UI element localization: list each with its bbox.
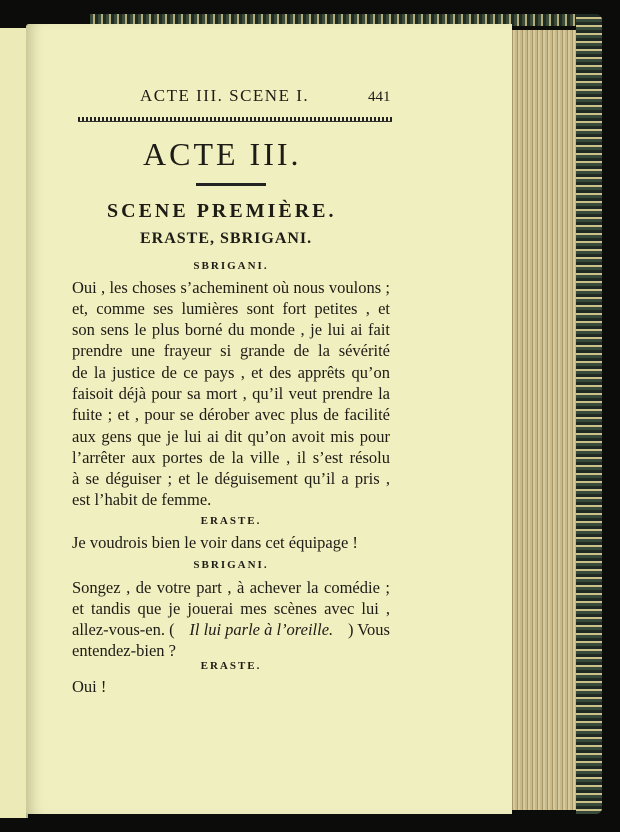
text-line: fuite ; et , pour se dérober avec plus de facilité bbox=[72, 405, 390, 424]
text-line bbox=[72, 620, 390, 640]
page-block-edges bbox=[510, 30, 576, 810]
speaker-label: ERASTE. bbox=[200, 660, 262, 672]
text-line: prendre une frayeur si grande de la sévérité bbox=[72, 341, 390, 360]
text-line: de la justice de ce pays , et des apprêts qu’on bbox=[72, 363, 390, 382]
speaker-label: SBRIGANI. bbox=[193, 559, 269, 571]
text-line: à se déguiser ; et le déguisement qu’il a pris , bbox=[72, 469, 390, 488]
characters: ERASTE, SBRIGANI. bbox=[140, 230, 313, 247]
scene-title: SCENE PREMIÈRE. bbox=[107, 200, 337, 222]
page-number: 441 bbox=[368, 89, 391, 105]
text-segment: allez-vous-en. ( bbox=[72, 620, 175, 639]
speaker-label: ERASTE. bbox=[200, 515, 262, 527]
text-line: et, comme ses lumières sont fort petites , et bbox=[72, 299, 390, 318]
text-line: Oui ! bbox=[72, 677, 107, 696]
text-line: entendez-bien ? bbox=[72, 641, 176, 660]
text-line: Je voudrois bien le voir dans cet équipage ! bbox=[72, 533, 358, 552]
speaker-label: SBRIGANI. bbox=[193, 260, 269, 272]
title-rule bbox=[196, 183, 266, 186]
running-title: ACTE III. SCENE I. bbox=[140, 86, 310, 105]
text-line: Songez , de votre part , à achever la comédie ; bbox=[72, 578, 390, 597]
text-line: son sens le plus borné du monde , je lui ai fait bbox=[72, 320, 390, 339]
text-line: aux gens que je lui ai dit qu’on avoit mis pour bbox=[72, 427, 390, 446]
text-line: et tandis que je jouerai mes scènes avec lui , bbox=[72, 599, 390, 618]
stage-direction: Il lui parle à l’oreille. bbox=[189, 620, 334, 639]
text-line: l’arrêter aux portes de la ville , il s’est résolu bbox=[72, 448, 390, 467]
text-segment: ) Vous bbox=[347, 620, 390, 639]
book-cover-spine-edge bbox=[576, 14, 602, 814]
text-line: est l’habit de femme. bbox=[72, 490, 212, 509]
act-title: ACTE III. bbox=[143, 136, 302, 172]
header-rule bbox=[78, 117, 392, 122]
text-line: faisoit déjà pour sa mort , qu’il veut prendre la bbox=[72, 384, 390, 403]
text-line: Oui , les choses s’acheminent où nous voulons ; bbox=[72, 278, 390, 297]
left-page-edge bbox=[0, 28, 28, 818]
